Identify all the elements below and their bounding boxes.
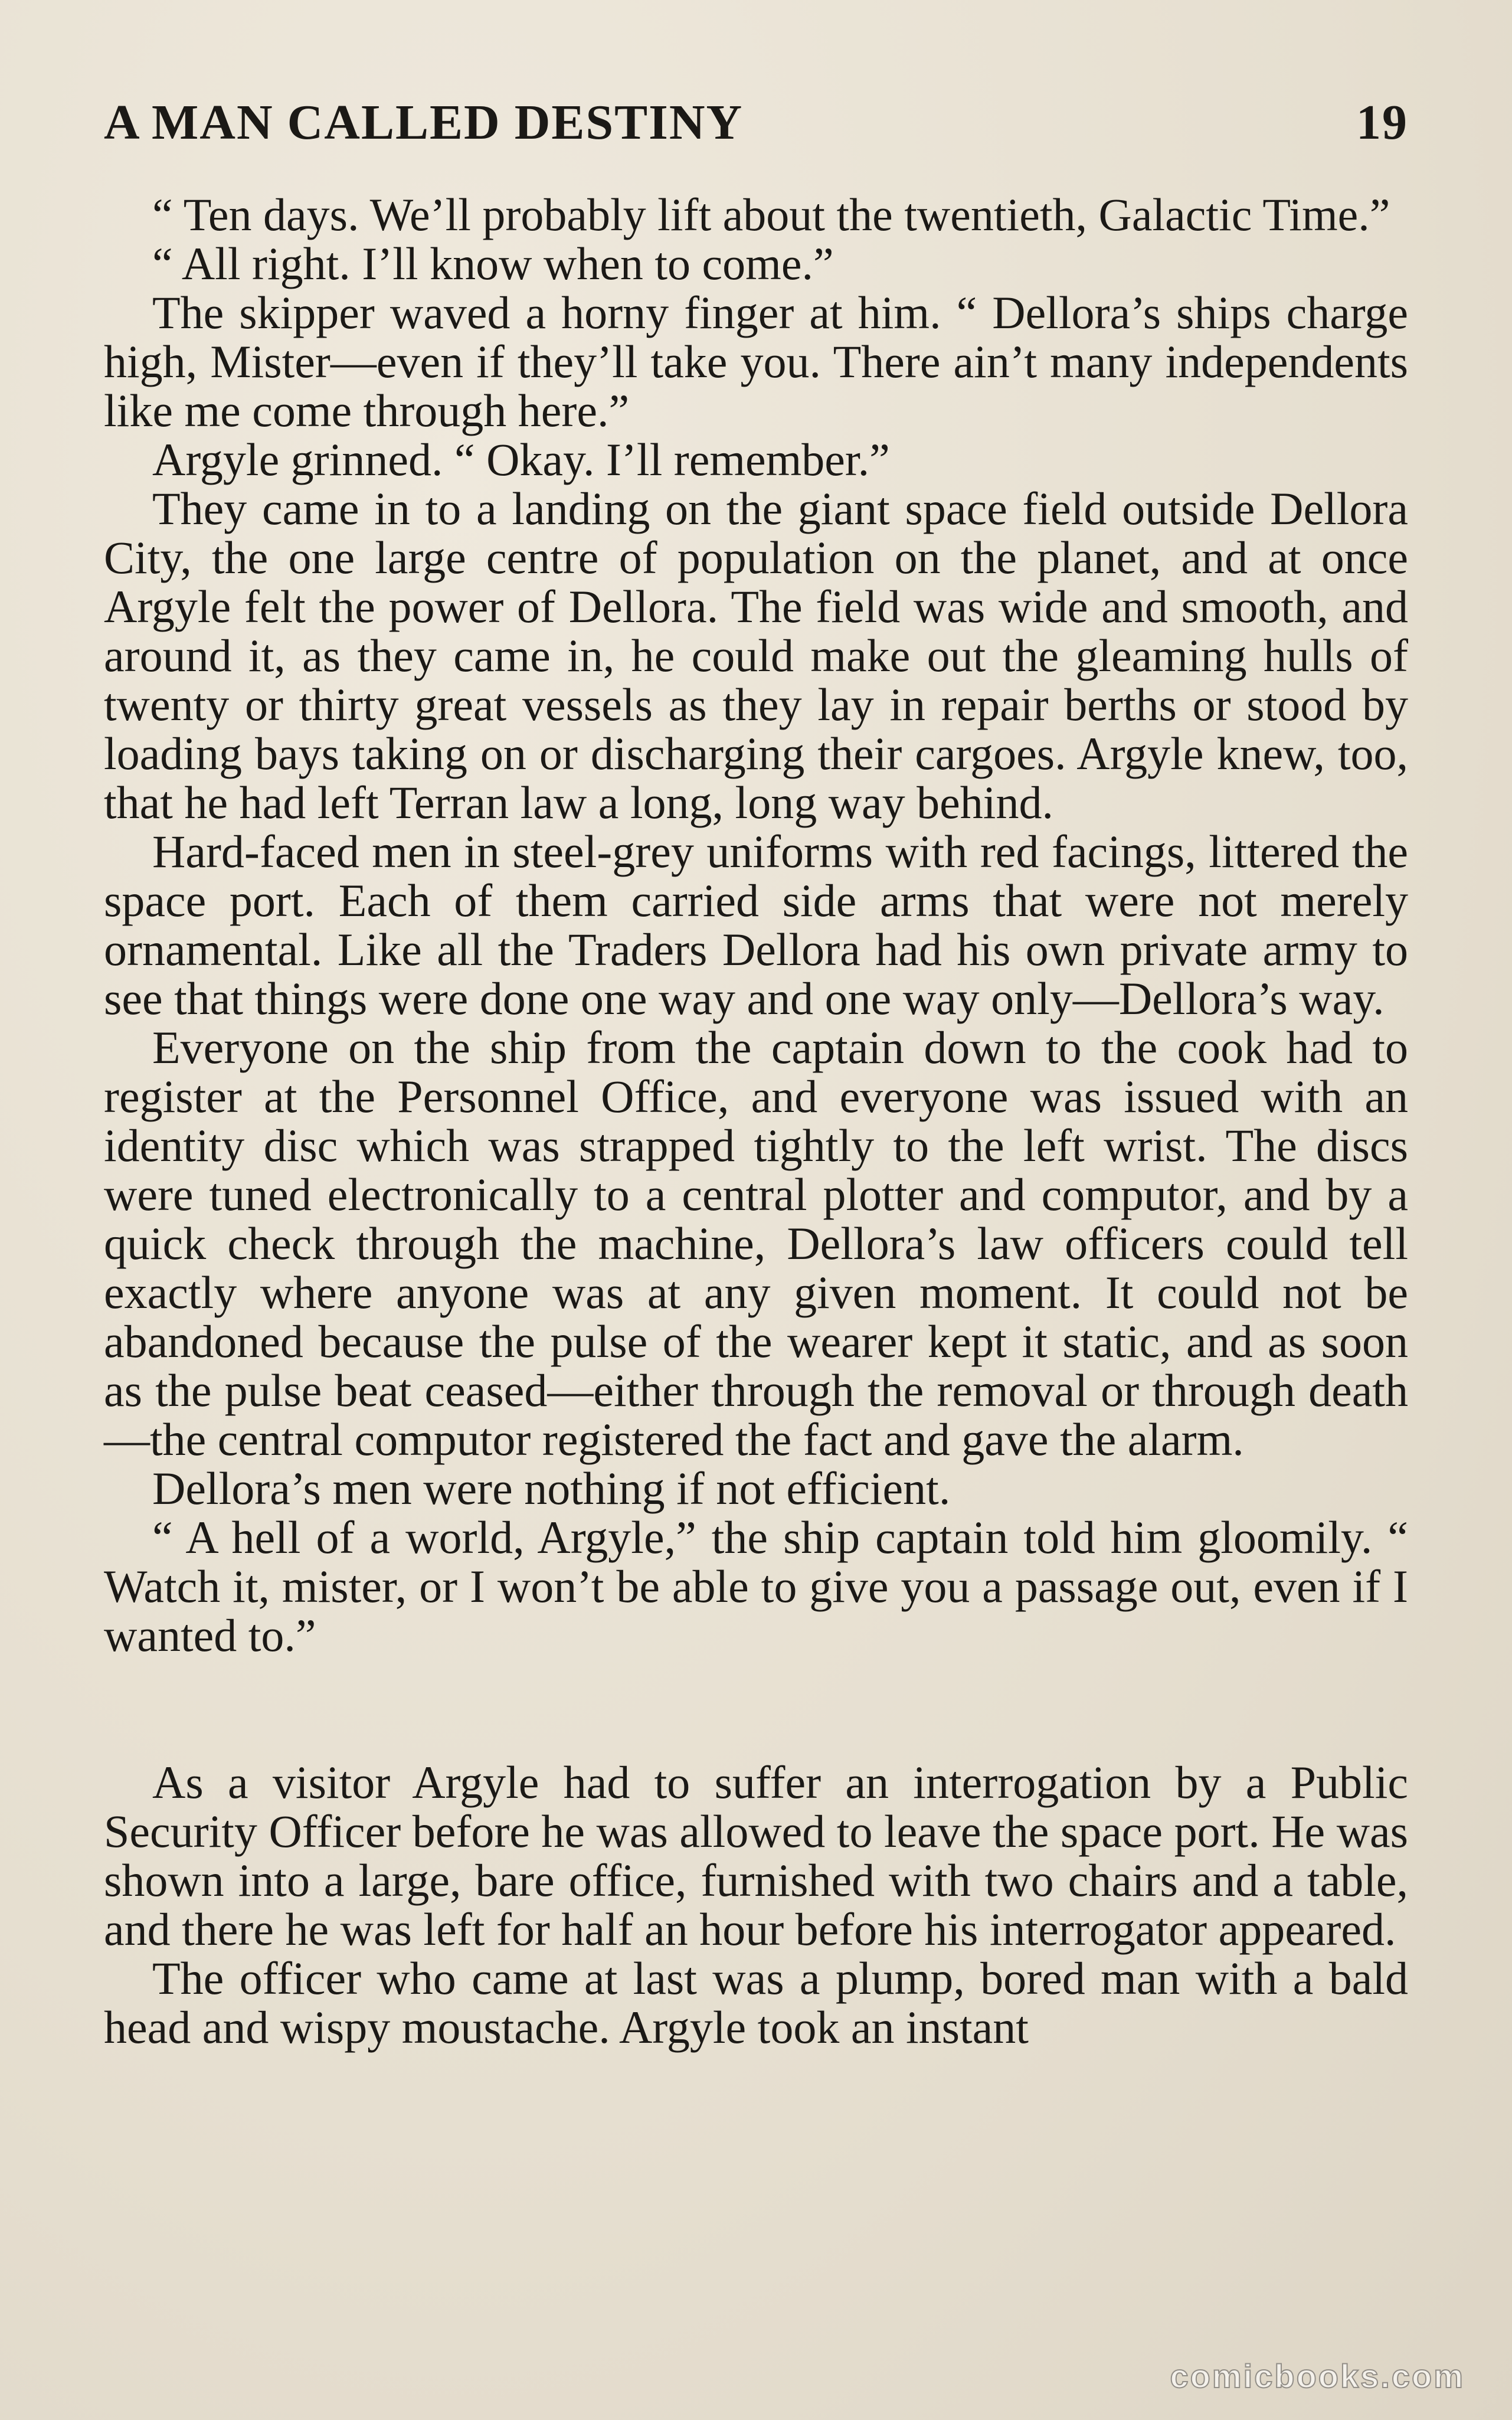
chapter-title: A MAN CALLED DESTINY xyxy=(104,95,744,150)
paragraph: As a visitor Argyle had to suffer an interrogation by a Public Security Officer before he was allowed to leave the space port. He was shown into a large, bare office, furnished with two chairs and a table, and there he was left for half an hour before his interrogator appeared. xyxy=(104,1757,1408,1955)
paragraph: The skipper waved a horny finger at him. “ Dellora’s ships charge high, Mister—even if they’ll take you. There ain’t many independents like me come through here.” xyxy=(104,287,1408,436)
paragraph: The officer who came at last was a plump, bored man with a bald head and wispy moustache. Argyle took an instant xyxy=(104,1953,1408,2053)
running-head xyxy=(104,87,1408,158)
paragraph: Hard-faced men in steel-grey uniforms with red facings, littered the space port. Each of them carried side arms that were not merely ornamental. Like all the Traders Dellora had his own private army to see that things were done one way and one way only—Dellora’s way. xyxy=(104,826,1408,1024)
paragraph: Everyone on the ship from the captain down to the cook had to register at the Personnel Office, and everyone was issued with an identity disc which was strapped tightly to the left wrist. The discs were tuned electronically to a central plotter and computor, and by a quick check through the machine, Dellora’s law officers could tell exactly where anyone was at any given moment. It could not be abandoned because the pulse of the wearer kept it static, and as soon as the pulse beat ceased—either through the removal or through death—the central computor registered the fact and gave the alarm. xyxy=(104,1022,1408,1465)
paragraph: “ A hell of a world, Argyle,” the ship captain told him gloomily. “ Watch it, mister, or I won’t be able to give you a passage out, even if I wanted to.” xyxy=(104,1512,1408,1661)
paragraph: Dellora’s men were nothing if not efficient. xyxy=(152,1463,951,1514)
paragraph: “ All right. I’ll know when to come.” xyxy=(152,238,834,289)
page-number: 19 xyxy=(1356,95,1408,150)
paragraph: They came in to a landing on the giant space field outside Dellora City, the one large centre of population on the planet, and at once Argyle felt the power of Dellora. The field was wide and smooth, and around it, as they came in, he could make out the gleaming hulls of twenty or thirty great vessels as they lay in repair berths or stood by loading bays taking on or discharging their cargoes. Argyle knew, too, that he had left Terran law a long, long way behind. xyxy=(104,483,1408,828)
watermark: comicbooks.com xyxy=(1170,2357,1465,2395)
book-page xyxy=(104,87,1408,2052)
section-break xyxy=(104,1660,1408,1758)
body-text xyxy=(104,190,1408,2052)
paragraph: Argyle grinned. “ Okay. I’ll remember.” xyxy=(152,434,890,485)
paragraph: “ Ten days. We’ll probably lift about the twentieth, Galactic Time.” xyxy=(152,189,1390,240)
